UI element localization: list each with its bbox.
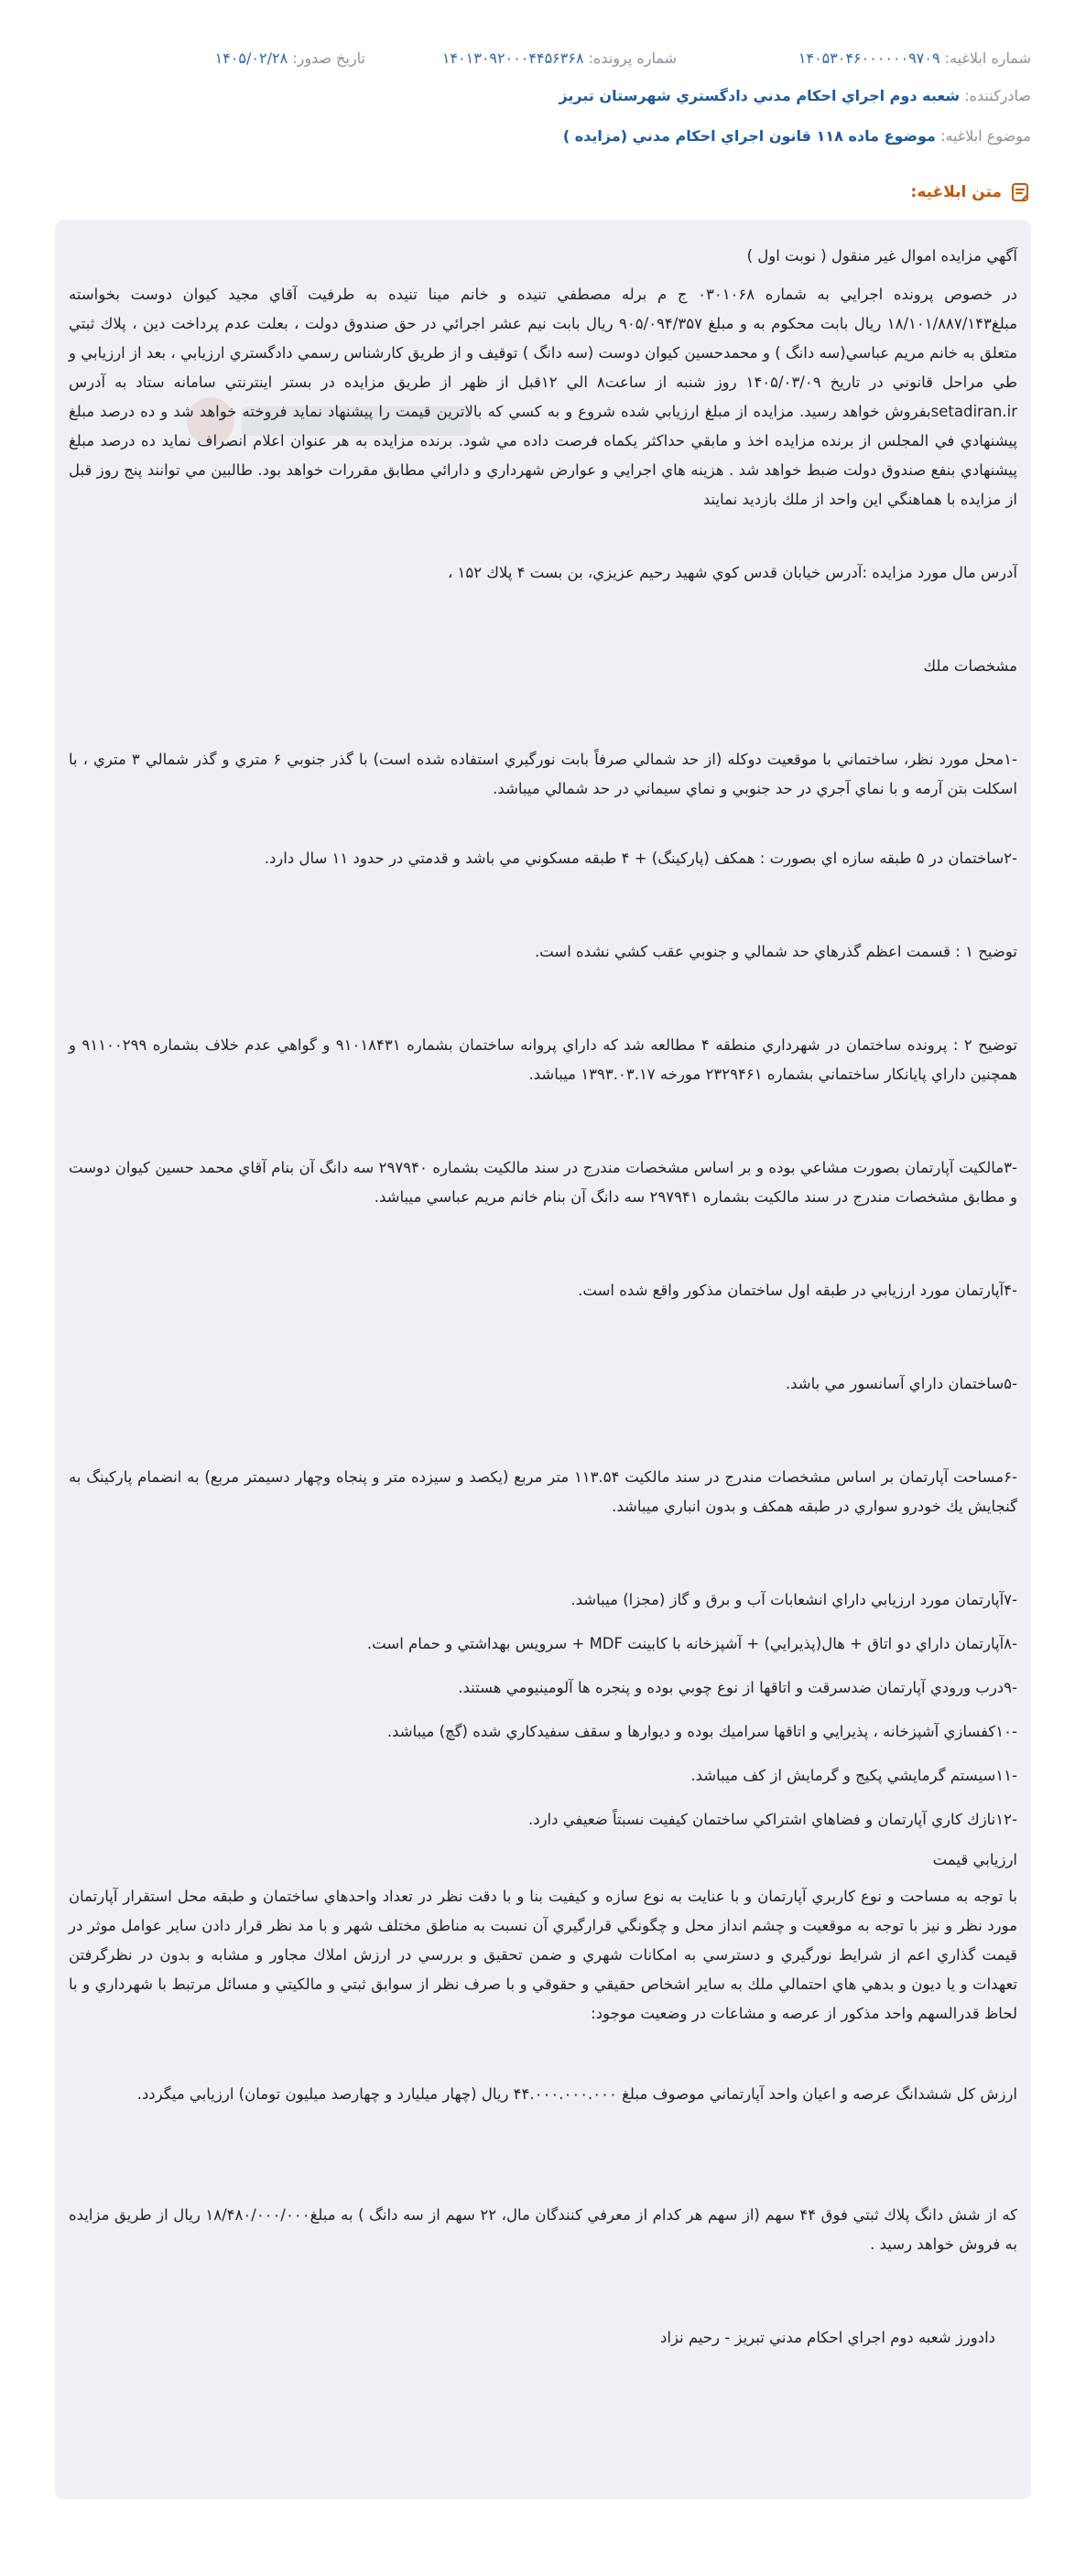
subject-label: موضوع ابلاغیه:	[940, 127, 1031, 145]
spec-note-1: توضيح ۱ : قسمت اعظم گذرهاي حد شمالي و جنوبي عقب كشي نشده است.	[534, 943, 1017, 960]
notice-number-value: ۱۴۰۵۳۰۴۶۰۰۰۰۰۰۹۷۰۹	[798, 49, 940, 67]
issue-date-label: تاریخ صدور:	[292, 49, 365, 67]
issue-date	[215, 49, 365, 67]
spec-item-10: -۱۰كفسازي آشپزخانه ، پذيرايي و اتاقها سراميك بوده و ديوارها و سقف سفيدكاري شده (گچ) ميباشد.	[386, 1723, 1017, 1740]
signature-line: دادورز شعبه دوم اجراي احكام مدني تبريز - رحيم نزاد	[660, 2329, 995, 2346]
spec-item-9: -۹درب ورودي آپارتمان ضدسرقت و اتاقها از نوع چوبي بوده و پنجره ها آلومينيومي هستند.	[458, 1679, 1017, 1696]
spec-item-8: -۸آپارتمان داراي دو اتاق + هال(پذيرايي) + آشپزخانه با كابينت MDF + سرويس بهداشتي و حمام است.	[366, 1635, 1017, 1652]
spec-item-2: -۲ساختمان در ۵ طبقه سازه اي بصورت : همكف (پاركينگ) + ۴ طبقه مسكوني مي باشد و قدمتي در حدود ۱۱ سال دارد.	[264, 850, 1017, 867]
auction-title-line: آگهي مزايده اموال غير منقول ( نوبت اول )	[746, 247, 1017, 265]
spec-item-7: -۷آپارتمان مورد ارزيابي داراي انشعابات آب و برق و گاز (مجزا) ميباشد.	[570, 1591, 1017, 1608]
valuation-heading: ارزيابي قيمت	[932, 1851, 1017, 1868]
case-number-value: ۱۴۰۱۳۰۹۲۰۰۰۴۴۵۶۳۶۸	[441, 49, 584, 67]
issuer-value: شعبه دوم اجراي احكام مدني دادگستري شهرستان تبريز	[559, 87, 961, 104]
case-number-label: شماره پرونده:	[588, 49, 677, 67]
spec-item-5: -۵ساختمان داراي آسانسور مي باشد.	[785, 1375, 1017, 1392]
subject	[563, 127, 1031, 145]
issuer-label: صادرکننده:	[964, 87, 1031, 104]
notice-text-title: متن ابلاغیه:	[910, 183, 1002, 201]
notice-body	[69, 236, 1017, 2353]
specs-heading: مشخصات ملك	[923, 657, 1017, 675]
total-value-line: ارزش كل ششدانگ عرصه و اعيان واحد آپارتماني موصوف مبلغ ۴۴.۰۰۰.۰۰۰.۰۰۰ ريال (چهار ميليارد و چهارصد ميليون تومان) ارزيابي ميگردد.	[136, 2085, 1017, 2103]
spec-item-3: -۳مالكيت آپارتمان بصورت مشاعي بوده و بر اساس مشخصات مندرج در سند مالكيت بشماره ۲۹۷۹۴۰ سه دانگ آن بنام آقاي محمد حسين كيوان دوست و مطابق مشخصات مندرج در سند مالكيت بشماره ۲۹۷۹۴۱ سه دانگ آن بنام خانم مريم عباسي ميباشد.	[69, 1159, 1017, 1206]
notice-number	[798, 49, 1031, 67]
notice-number-label: شماره ابلاغیه:	[944, 49, 1031, 67]
property-address: آدرس مال مورد مزايده :آدرس خيابان قدس كوي شهيد رحيم عزيزي، بن بست ۴ پلاك ۱۵۲ ،	[447, 564, 1017, 581]
spec-item-12: -۱۲نازك كاري آپارتمان و فضاهاي اشتراكي ساختمان كيفيت نسبتاً ضعيفي دارد.	[528, 1811, 1017, 1828]
issue-date-value: ۱۴۰۵/۰۲/۲۸	[214, 49, 288, 67]
intro-paragraph: در خصوص پرونده اجرايي به شماره ۰۳۰۱۰۶۸ ج م برله مصطفي تنيده و خانم مينا تنيده به طرفيت آقاي مجيد كيوان دوست بخواسته مبلغ۱۸/۱۰۱/۸۸۷/۱۴۳ ريال بابت محكوم به و مبلغ ۹۰۵/۰۹۴/۳۵۷ ريال بابت نيم عشر اجرائي در حق صندوق دولت ، بعلت عدم پرداخت دين ، پلاك ثبتي متعلق به خانم مريم عباسي(سه دانگ ) و محمدحسين كيوان دوست (سه دانگ ) توقيف و از طريق كارشناس رسمي دادگستري ارزيابي ، بعد از ارزيابي و طي مراحل قانوني در تاريخ ۱۴۰۵/۰۳/۰۹ روز شنبه از ساعت۸ الي ۱۲قبل از ظهر از طريق مزايده در بستر اينترنتي سامانه ستاد به آدرس setadiran.irبفروش خواهد رسيد. مزايده از مبلغ ارزيابي شده شروع و به كسي كه بالاترين قيمت را پيشنهاد نمايد فروخته خواهد شد و ده درصد مبلغ پيشنهادي في المجلس از برنده مزايده اخذ و مابقي حداكثر يكماه فرصت داده مي شود. برنده مزايده به هر عنوان اعلام انصراف نمايد ده درصد مبلغ پيشنهادي بنفع صندوق دولت ضبط خواهد شد . هزينه هاي اجرايي و عوارض شهرداري و دارائي مطابق مقررات خواهد بود. طالبين مي توانند پنج روز قبل از مزايده با هماهنگي اين واحد از ملك بازديد نمايند	[69, 286, 1018, 508]
valuation-paragraph: با توجه به مساحت و نوع كاربري آپارتمان و با عنايت به نوع سازه و كيفيت بنا و با دقت نظر در تعداد واحدهاي ساختمان و طبقه محل استقرار آپارتمان مورد نظر و نيز با توجه به موقعيت و چشم انداز محل و چگونگي قرارگيري آن نسبت به مناطق مختلف شهر و با مد نظر قرار دادن ساير عوامل موثر در قيمت گذاري اعم از شرايط نورگيري و دسترسي به امكانات شهري و ضمن تحقيق و بررسي در ارزش املاك مجاور و مشابه و بدون در نظرگرفتن تعهدات و يا ديون و بدهي هاي احتمالي ملك به ساير اشخاص حقيقي و حقوقي و با صرف نظر از سوابق ثبتي و مالكيتي و مسائل مرتبط با شهرداري و با لحاظ قدرالسهم واحد مذكور از عرصه و مشاعات در وضعيت موجود:	[69, 1888, 1017, 2022]
notice-text-heading	[911, 181, 1031, 203]
subject-value: موضوع ماده ۱۱۸ قانون اجراي احكام مدني (مزايده )	[562, 127, 936, 145]
issuer	[559, 87, 1031, 104]
spec-item-1: -۱محل مورد نظر، ساختماني با موقعيت دوكله (از حد شمالي صرفاً بابت نورگيري استفاده شده است) با گذر جنوبي ۶ متري و گذر شمالي ۳ متري ، با اسكلت بتن آرمه و با نماي آجري در حد جنوبي و نماي سيماني در حد شمالي ميباشد.	[69, 751, 1018, 797]
case-number	[442, 49, 677, 67]
spec-item-6: -۶مساحت آپارتمان بر اساس مشخصات مندرج در سند مالكيت ۱۱۳.۵۴ متر مربع (يكصد و سيزده متر و پنجاه وچهار دسيمتر مربع) به انضمام پاركينگ به گنجايش يك خودرو سواري در طبقه همكف و بدون انباري ميباشد.	[69, 1468, 1017, 1515]
spec-item-11: -۱۱سيستم گرمايشي پكيج و گرمايش از كف ميباشد.	[690, 1767, 1017, 1784]
document-note-icon	[1009, 181, 1031, 203]
spec-item-4: -۴آپارتمان مورد ارزيابي در طبقه اول ساختمان مذكور واقع شده است.	[578, 1282, 1017, 1299]
spec-note-2: توضيح ۲ : پرونده ساختمان در شهرداري منطقه ۴ مطالعه شد كه داراي پروانه ساختمان بشماره ۹۱۰۱۸۴۳۱ و گواهي عدم خلاف بشماره ۹۱۱۰۰۲۹۹ و همچنين داراي پايانكار ساختماني بشماره ۲۳۲۹۴۶۱ مورخه ۱۳۹۳.۰۳.۱۷ ميباشد.	[69, 1036, 1017, 1083]
share-value-line: كه از شش دانگ پلاك ثبتي فوق ۴۴ سهم (از سهم هر كدام از معرفي كنندگان مال، ۲۲ سهم از سه دانگ ) به مبلغ۱۸/۴۸۰/۰۰۰/۰۰۰ ريال از طريق مزايده به فروش خواهد رسيد .	[69, 2206, 1017, 2253]
